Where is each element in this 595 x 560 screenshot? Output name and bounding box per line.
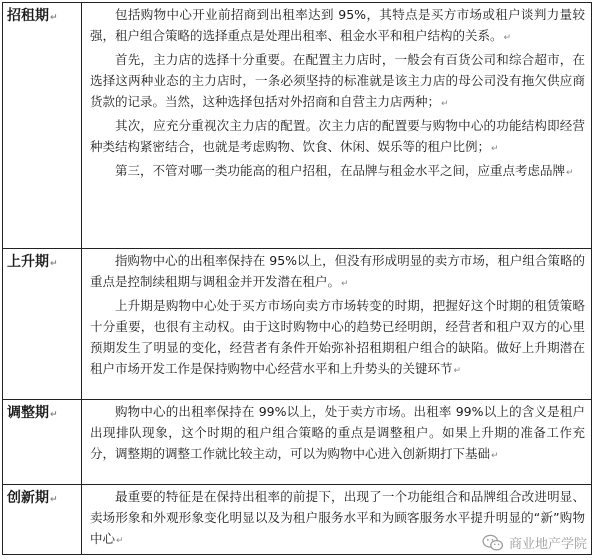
stage-label-cell [3, 485, 82, 555]
paragraph-mark: ↵ [50, 410, 58, 420]
paragraph-mark: ↵ [50, 495, 58, 505]
stages-table [2, 2, 592, 555]
stage-label-cell [3, 400, 82, 485]
stage-name [3, 400, 81, 425]
stage-paragraph: 上升期是购物中心处于买方市场向卖方市场转变的时期，把握好这个时期的租赁策略十分重要，也很有主动权。由于这时购物中心的趋势已经明朗，经营者和租户双方的心里预期发生了明显的变化，经营者有条件开始弥补招租期租户组合的缺陷。做好上升期潜在租户市场开发工作是保持购物中心经营水平和上升势头的关键环节↵ [90, 298, 585, 376]
stage-label-cell [3, 3, 82, 249]
stage-name-text: 调整期 [7, 405, 49, 421]
stage-paragraph: 其次，应充分重视次主力店的配置。次主力店的配置要与购物中心的功能结构即经营种类结构紧密结合，也就是考虑购物、饮食、休闲、娱乐等的租户比例；↵ [90, 118, 585, 154]
stage-paragraph: 指购物中心的出租率保持在 95%以上，但没有形成明显的卖方市场，租户组合策略的重点是控制续租期与调租金并开发潜在租户。↵ [90, 253, 585, 289]
stage-content-cell [82, 3, 592, 249]
wechat-icon [482, 534, 504, 552]
watermark [480, 533, 589, 552]
stage-content-cell [82, 400, 592, 485]
stage-paragraph: 首先，主力店的选择十分重要。在配置主力店时，一般会有百货公司和综合超市，在选择这两种业态的主力店时，一条必须坚持的标准就是该主力店的母公司没有拖欠供应商货款的记录。当然，这种选择包括对外招商和自营主力店两种；↵ [90, 52, 585, 109]
stage-name [3, 3, 81, 28]
stage-row [3, 3, 592, 249]
watermark-text: 商业地产学院 [508, 537, 587, 552]
stage-paragraph: 包括购物中心开业前招商到出租率达到 95%，其特点是买方市场或租户谈判力量较强，租户组合策略的选择重点是处理出租率、租金水平和租户结构的关系。↵ [90, 7, 585, 43]
stage-paragraph: 最重要的特征是在保持出租率的前提下，出现了一个功能组合和品牌组合改进明显、卖场形象和外观形象变化明显以及为租户服务水平和为顾客服务水平提升明显的“新”购物中心↵ [90, 489, 585, 546]
stage-name [3, 249, 81, 274]
stage-paragraph: 购物中心的出租率保持在 99%以上，处于卖方市场。出租率 99%以上的含义是租户出现排队现象，这个时期的租户组合策略的重点是调整租户。如果上升期的准备工作充分，调整期的调整工作就比较主动，可以为购物中心进入创新期打下基础↵ [90, 404, 585, 461]
stage-row [3, 400, 592, 485]
stage-name-text: 创新期 [7, 490, 49, 506]
stage-row [3, 249, 592, 400]
stage-label-cell [3, 249, 82, 400]
paragraph-mark: ↵ [50, 259, 58, 269]
stage-content-cell [82, 249, 592, 400]
paragraph-mark: ↵ [50, 13, 58, 23]
stage-paragraph: 第三，不管对哪一类功能高的租户招租，在品牌与租金水平之间，应重点考虑品牌↵ [115, 163, 574, 178]
stage-name [3, 485, 81, 510]
stage-name-text: 上升期 [7, 254, 49, 270]
stage-name-text: 招租期 [7, 8, 49, 24]
